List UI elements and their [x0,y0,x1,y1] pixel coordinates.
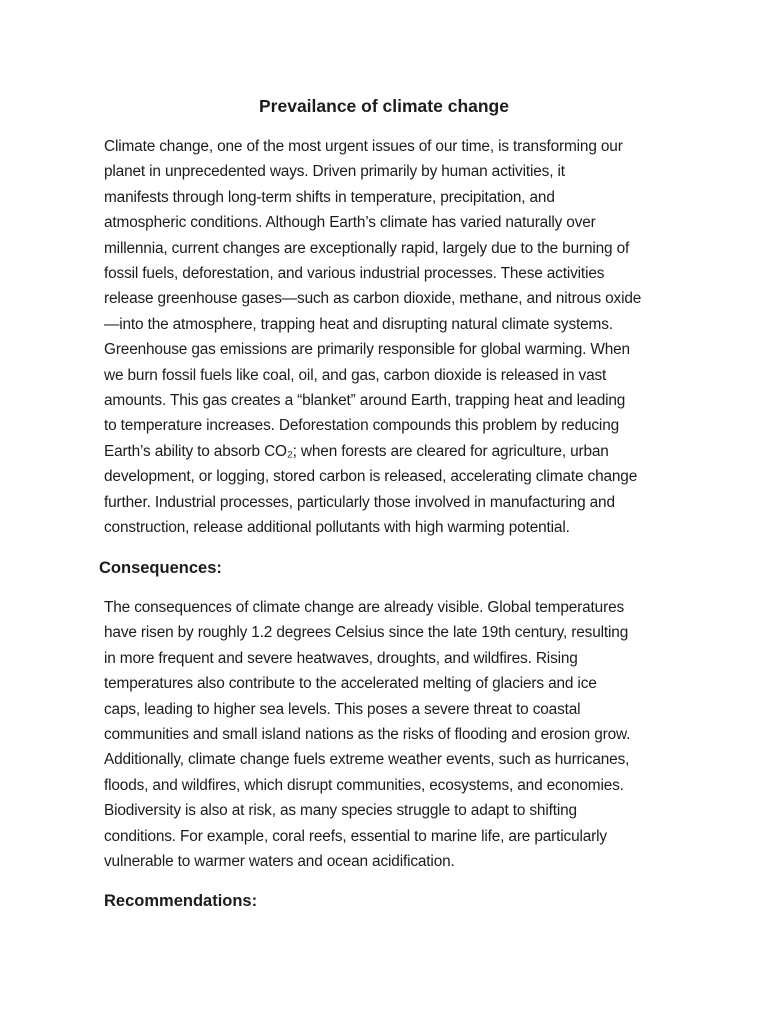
intro-line: amounts. This gas creates a “blanket” around Earth, trapping heat and leading [104,392,626,410]
consequences-line: Additionally, climate change fuels extreme weather events, such as hurricanes, [104,751,630,769]
intro-line: further. Industrial processes, particularly those involved in manufacturing and [104,493,615,511]
intro-line: —into the atmosphere, trapping heat and disrupting natural climate systems. [104,315,613,333]
consequences-line: communities and small island nations as the risks of flooding and erosion grow. [104,726,631,744]
consequences-line: The consequences of climate change are already visible. Global temperatures [104,599,625,616]
consequences-line: vulnerable to warmer waters and ocean acidification. [104,853,455,871]
consequences-line: Biodiversity is also at risk, as many species struggle to adapt to shifting [104,802,577,820]
consequences-line: floods, and wildfires, which disrupt communities, ecosystems, and economies. [104,776,624,794]
intro-line: planet in unprecedented ways. Driven primarily by human activities, it [104,163,565,181]
intro-line: construction, release additional pollutants with high warming potential. [104,519,570,537]
intro-line: Earth’s ability to absorb CO₂; when forests are cleared for agriculture, urban [104,442,609,460]
consequences-paragraph [104,595,676,874]
intro-line: manifests through long-term shifts in temperature, precipitation, and [104,188,555,206]
intro-line: to temperature increases. Deforestation compounds this problem by reducing [104,417,620,435]
recommendations-heading: Recommendations: [104,892,258,910]
document-title: Prevailance of climate change [259,96,509,116]
intro-line: millennia, current changes are exceptionally rapid, largely due to the burning of [104,239,630,257]
consequences-line: conditions. For example, coral reefs, essential to marine life, are particularly [104,827,607,845]
consequences-line: have risen by roughly 1.2 degrees Celsius since the late 19th century, resulting [104,624,629,642]
intro-line: Climate change, one of the most urgent issues of our time, is transforming our [104,138,623,155]
consequences-line: temperatures also contribute to the accelerated melting of glaciers and ice [104,675,597,693]
intro-line: Greenhouse gas emissions are primarily responsible for global warming. When [104,341,630,359]
consequences-line: caps, leading to higher sea levels. This poses a severe threat to coastal [104,700,581,718]
consequences-heading: Consequences: [99,559,222,577]
intro-line: fossil fuels, deforestation, and various industrial processes. These activities [104,265,605,283]
intro-paragraph [104,134,676,541]
intro-line: release greenhouse gases—such as carbon dioxide, methane, and nitrous oxide [104,290,642,308]
intro-line: atmospheric conditions. Although Earth’s climate has varied naturally over [104,214,596,232]
intro-line: we burn fossil fuels like coal, oil, and gas, carbon dioxide is released in vast [104,366,607,384]
intro-line: development, or logging, stored carbon is released, accelerating climate change [104,468,638,486]
consequences-line: in more frequent and severe heatwaves, droughts, and wildfires. Rising [104,649,578,667]
